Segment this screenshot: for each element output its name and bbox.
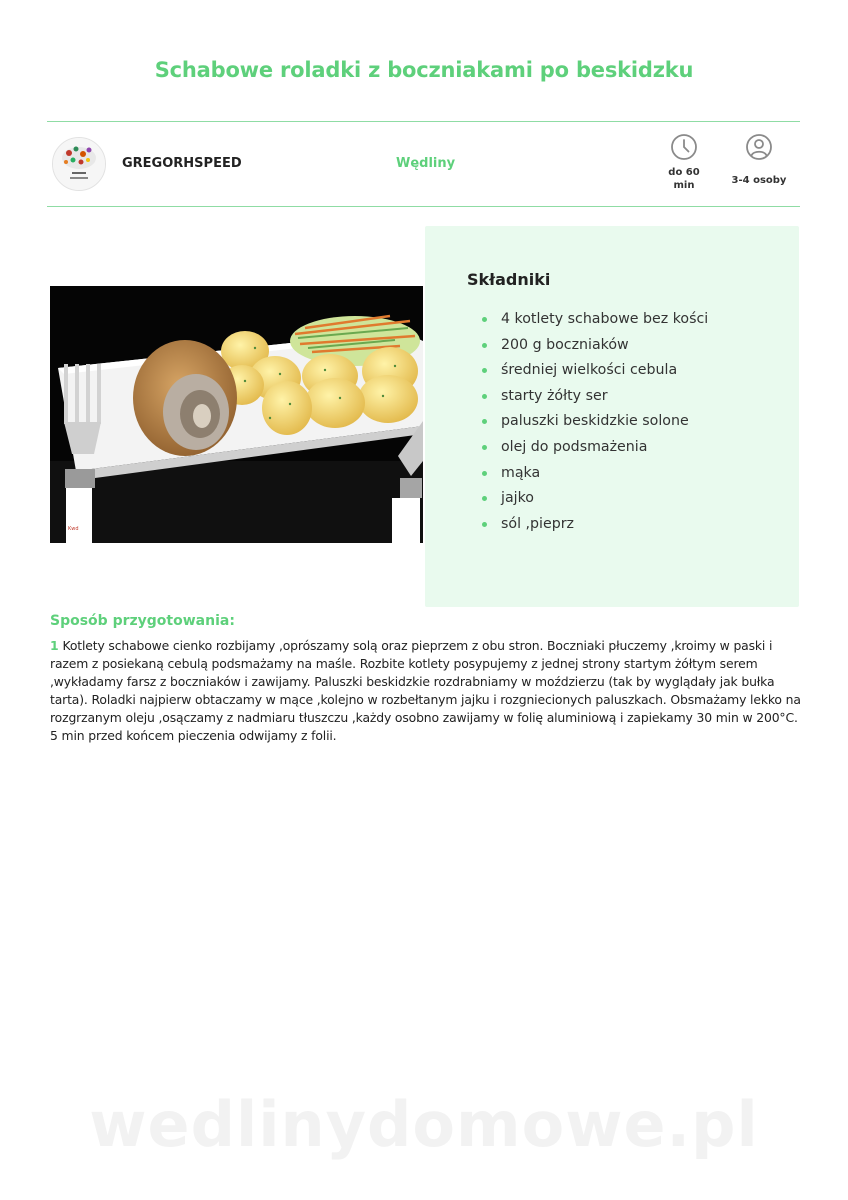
method-heading: Sposób przygotowania: — [50, 613, 235, 629]
prep-time — [660, 133, 708, 192]
ingredients-panel — [425, 226, 799, 607]
dish-photo — [50, 286, 423, 543]
ingredient-item: starty żółty ser — [501, 385, 708, 411]
category-link[interactable]: Wędliny — [396, 156, 456, 171]
ingredient-item: mąka — [501, 462, 708, 488]
ingredient-item: paluszki beskidzkie solone — [501, 410, 708, 436]
step-text: Kotlety schabowe cienko rozbijamy ,oprószamy solą oraz pieprzem z obu stron. Boczniaki płuczemy ,kroimy w paski i razem z posiekaną cebulą podsmażamy na maśle. Rozbite kotlety posypujemy z jednej strony startym żółtym serem ,wykładamy farsz z boczniaków i zawijamy. Paluszki beskidzkie rozdrabniamy w moździerzu (tak by wyglądały jak bułka tarta). Roladki najpierw obtaczamy w mące ,kolejno w rozbełtanym jajku i rozgniecionych paluszkach. Obsmażamy lekko na rozgrzanym oleju ,osączamy z nadmiaru tłuszczu ,każdy osobno zawijamy w folię aluminiową i zapiekamy 30 min w 200°C. 5 min przed końcem pieczenia odwijamy z folii. — [50, 638, 801, 743]
ingredient-item: 200 g boczniaków — [501, 334, 708, 360]
ingredient-item: jajko — [501, 487, 708, 513]
servings — [728, 133, 790, 187]
recipe-title: Schabowe roladki z boczniakami po beskidzku — [154, 58, 694, 82]
header-divider-top — [47, 121, 800, 122]
ingredients-list — [501, 308, 708, 538]
prep-time-unit: min — [673, 180, 695, 191]
user-icon — [745, 133, 773, 161]
clock-icon — [670, 133, 698, 161]
avatar-image — [53, 138, 105, 190]
ingredient-item: średniej wielkości cebula — [501, 359, 708, 385]
ingredient-item: sól ,pieprz — [501, 513, 708, 539]
prep-time-value: do 60 — [668, 167, 700, 178]
ingredient-item: 4 kotlety schabowe bez kości — [501, 308, 708, 334]
author-name[interactable]: GREGORHSPEED — [122, 156, 242, 171]
method-step — [50, 637, 802, 745]
step-number: 1 — [50, 638, 59, 653]
ingredient-item: olej do podsmażenia — [501, 436, 708, 462]
ingredients-heading: Składniki — [467, 270, 551, 289]
author-avatar[interactable] — [52, 137, 106, 191]
dish-photo-image — [50, 286, 423, 543]
svg-text:Kwd: Kwd — [68, 526, 79, 532]
servings-value: 3-4 osoby — [731, 175, 787, 186]
header-divider-bottom — [47, 206, 800, 207]
watermark: wedlinydomowe.pl — [89, 1088, 759, 1161]
